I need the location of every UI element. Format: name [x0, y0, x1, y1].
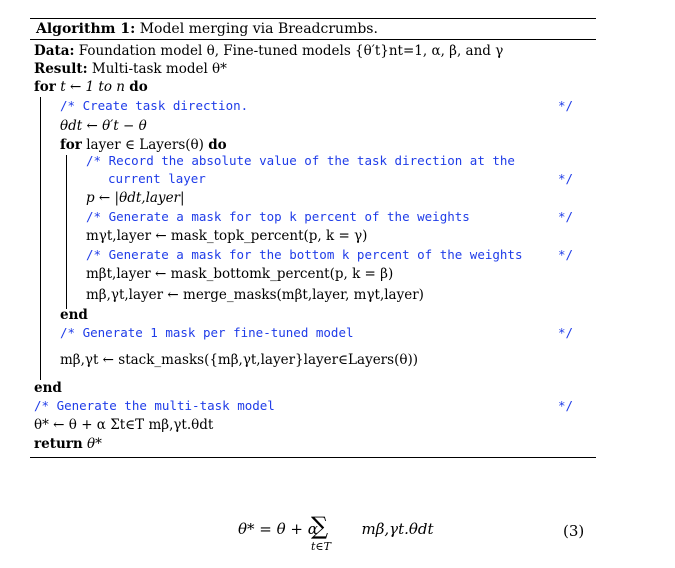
- equation-number: (3): [563, 522, 585, 540]
- data-text: Foundation model θ, Fine-tuned models {θ′t}nt=1, α, β, and γ: [78, 43, 504, 59]
- do-keyword: do: [129, 79, 148, 95]
- abs-value-formula: p ← |θdt,layer|: [86, 190, 185, 206]
- comment-record-a: /* Record the absolute value of the task direction at the: [86, 153, 515, 168]
- comment-end-3: */: [558, 209, 574, 224]
- equation-rhs: mβ,γt.θdt: [361, 520, 434, 538]
- outer-loop-bar: [40, 97, 41, 380]
- comment-end-6: */: [558, 398, 574, 413]
- data-label: Data:: [34, 43, 75, 59]
- inner-loop-bar: [66, 155, 67, 309]
- task-direction-formula: θdt ← θ′t − θ: [60, 118, 147, 134]
- bottomk-formula: mβt,layer ← mask_bottomk_percent(p, k = β): [86, 266, 394, 282]
- result-text: Multi-task model θ*: [91, 61, 227, 77]
- algorithm-title: Model merging via Breadcrumbs.: [139, 21, 378, 37]
- sum-symbol: ∑: [311, 512, 329, 540]
- for-condition: t ← 1 to n: [60, 79, 125, 95]
- comment-end-2: */: [558, 171, 574, 186]
- merge-masks-formula: mβ,γt,layer ← merge_masks(mβt,layer, mγt,layer): [86, 287, 424, 303]
- for-keyword: for: [34, 79, 56, 95]
- sum-subscript: t∈T: [311, 540, 331, 553]
- end-inner-keyword: end: [60, 307, 88, 323]
- comment-end-4: */: [558, 247, 574, 262]
- data-line: [34, 43, 503, 59]
- comment-bottom-mask: /* Generate a mask for the bottom k percent of the weights: [86, 247, 523, 262]
- comment-multitask: /* Generate the multi-task model: [34, 398, 275, 413]
- result-line: [34, 61, 227, 77]
- return-value: θ*: [86, 436, 102, 452]
- algorithm-top-rule: [30, 18, 596, 19]
- algorithm-caption: [36, 21, 378, 37]
- equation-body: [238, 520, 434, 538]
- comment-top-mask: /* Generate a mask for top k percent of the weights: [86, 209, 470, 224]
- comment-end-5: */: [558, 325, 574, 340]
- return-keyword: return: [34, 436, 83, 452]
- comment-end-1: */: [558, 98, 574, 113]
- return-line: [34, 436, 102, 452]
- for-inner-line: [60, 137, 227, 153]
- for-inner-condition: layer ∈ Layers(θ): [86, 137, 204, 153]
- algorithm-bottom-rule: [30, 457, 596, 458]
- topk-formula: mγt,layer ← mask_topk_percent(p, k = γ): [86, 228, 368, 244]
- stack-masks-formula: mβ,γt ← stack_masks({mβ,γt,layer}layer∈Layers(θ)): [60, 352, 418, 368]
- for-inner-keyword: for: [60, 137, 82, 153]
- algorithm-mid-rule: [30, 39, 596, 40]
- equation-lhs: θ* = θ + α: [238, 520, 318, 538]
- do-inner-keyword: do: [208, 137, 227, 153]
- algorithm-label: Algorithm 1:: [36, 21, 136, 37]
- multitask-formula: θ* ← θ + α Σt∈T mβ,γt.θdt: [34, 417, 214, 433]
- for-outer-line: [34, 79, 148, 95]
- comment-create-task: /* Create task direction.: [60, 98, 249, 113]
- comment-record-b: current layer: [108, 171, 206, 186]
- end-outer-keyword: end: [34, 380, 62, 396]
- result-label: Result:: [34, 61, 88, 77]
- comment-stack-mask: /* Generate 1 mask per fine-tuned model: [60, 325, 354, 340]
